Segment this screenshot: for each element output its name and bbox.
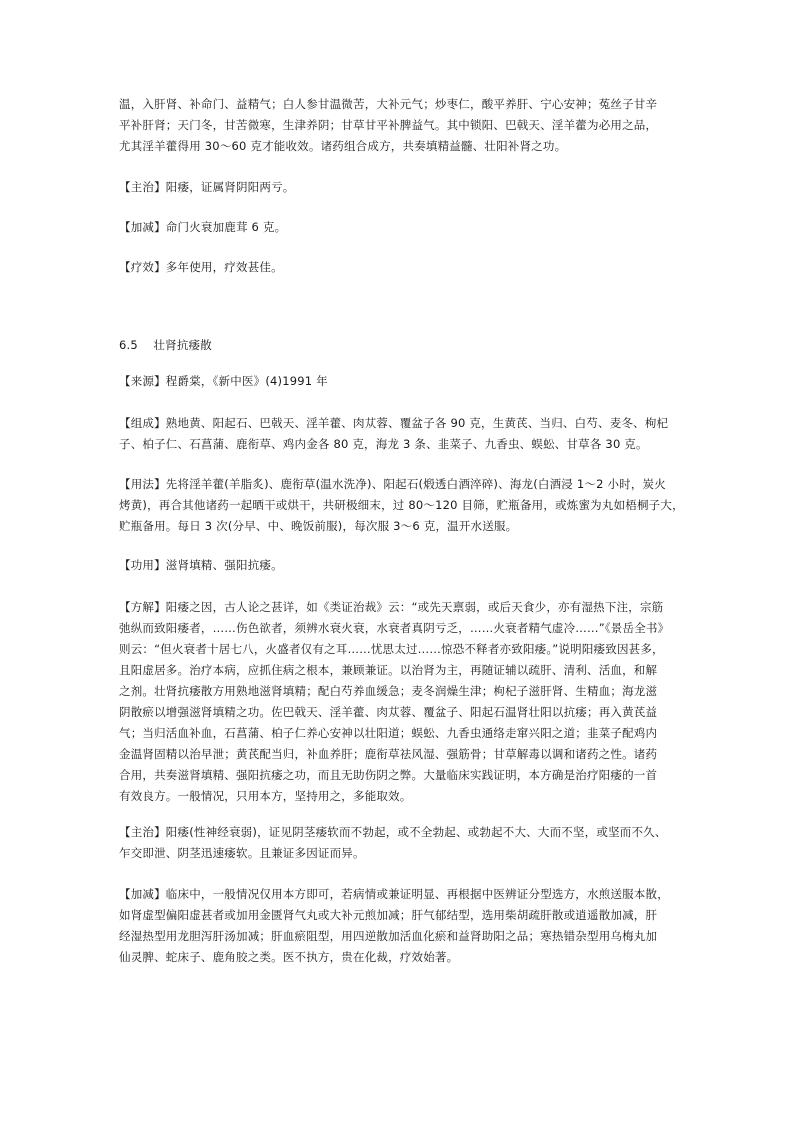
text-line: 温，入肝肾、补命门、益精气；白人参甘温微苦，大补元气；炒枣仁，酸平养肝、宁心安神；菟丝子甘辛	[119, 97, 658, 111]
prev-entry-indications	[119, 177, 679, 198]
text-line: 【来源】程爵棠，《新中医》(4)1991 年	[119, 374, 328, 388]
text-line: 子、柏子仁、石菖蒲、鹿衔草、鸡内金各 80 克，海龙 3 条、韭菜子、九香虫、蜈蚣、甘草各 30 克。	[119, 437, 648, 451]
text-line: 【加减】命门火衰加鹿茸 6 克。	[119, 220, 287, 234]
prev-entry-efficacy	[119, 257, 679, 278]
text-line: 阴散瘀以增强滋肾填精之功。佐巴戟天、淫羊藿、肉苁蓉、覆盆子、阳起石温肾壮阳以抗痿；再入黄芪益	[119, 705, 658, 719]
text-line: 则云：“但火衰者十居七八，火盛者仅有之耳……忧思太过……惊恐不释者亦致阳痿。”说明阳痿致因甚多，	[119, 642, 664, 656]
text-line: 如肾虚型偏阳虚甚者或加用金匮肾气丸或大补元煎加减；肝气郁结型，选用柴胡疏肝散或逍遥散加减，肝	[119, 908, 658, 922]
text-line: 【疗效】多年使用，疗效甚佳。	[119, 260, 283, 274]
prev-entry-modifications	[119, 217, 679, 238]
entry-formula-analysis	[119, 597, 679, 807]
text-line: 烤黄)，再合其他诸药一起晒干或烘干，共研极细末，过 80～120 目筛，贮瓶备用，或炼蜜为丸如梧桐子大，	[119, 498, 684, 512]
text-line: 金温肾固精以治早泄；黄芪配当归，补血养肝；鹿衔草祛风湿、强筋骨；甘草解毒以调和诸药之性。诸药	[119, 747, 658, 761]
entry-composition	[119, 413, 679, 455]
text-line: 平补肝肾；天门冬，甘苦微寒，生津养阴；甘草甘平补脾益气。其中锁阳、巴戟天、淫羊藿为必用之品，	[119, 118, 658, 132]
text-line: 【方解】阳痿之因，古人论之甚详，如《类证治裁》云：“或先天禀弱，或后天食少，亦有湿热下注，宗筋	[119, 600, 664, 614]
text-line: 弛纵而致阳痿者，……伤色欲者，须辨水衰火衰，水衰者真阴亏乏，……火衰者精气虚冷……”《景岳全书》	[119, 621, 670, 635]
entry-modifications	[119, 884, 679, 968]
text-line: 之剂。壮肾抗痿散方用熟地滋肾填精；配白芍养血缓急；麦冬润燥生津；枸杞子滋肝肾、生精血；海龙滋	[119, 684, 658, 698]
text-line: 【功用】滋肾填精、强阳抗痿。	[119, 558, 283, 572]
text-line: 仙灵脾、蛇床子、鹿角胶之类。医不执方，贵在化裁，疗效始著。	[119, 950, 459, 964]
text-line: 经湿热型用龙胆泻肝汤加减；肝血瘀阻型，用四逆散加活血化瘀和益肾助阳之品；寒热错杂型用乌梅丸加	[119, 929, 658, 943]
text-line: 乍交即泄、阴茎迅速痿软。且兼证多因证而异。	[119, 846, 365, 860]
section-title: 6.5 壮肾抗痿散	[119, 338, 212, 352]
text-line: 【用法】先将淫羊藿(羊脂炙)、鹿衔草(温水洗净)、阳起石(煅透白酒淬碎)、海龙(白酒浸 1～2 小时，炭火	[119, 477, 666, 491]
prev-entry-description	[119, 94, 679, 157]
text-line: 贮瓶备用。每日 3 次(分早、中、晚饭前服)，每次服 3～6 克，温开水送服。	[119, 519, 518, 533]
text-line: 有效良方。一般情况，只用本方，坚持用之，多能取效。	[119, 789, 412, 803]
text-line: 气；当归活血补血，石菖蒲、柏子仁养心安神以壮阳道；蜈蚣、九香虫通络走窜兴阳之道；韭菜子配鸡内	[119, 726, 658, 740]
text-line: 且阳虚居多。治疗本病，应抓住病之根本，兼顾兼证。以治肾为主，再随证辅以疏肝、清利、活血，和解	[119, 663, 658, 677]
entry-indications	[119, 822, 679, 864]
entry-function	[119, 555, 679, 576]
text-line: 【组成】熟地黄、阳起石、巴戟天、淫羊藿、肉苁蓉、覆盆子各 90 克，生黄芪、当归、白芍、麦冬、枸杞	[119, 416, 669, 430]
text-line: 【加减】临床中，一般情况仅用本方即可，若病情或兼证明显、再根据中医辨证分型选方，水煎送服本散，	[119, 887, 669, 901]
entry-source	[119, 371, 679, 392]
section-heading	[119, 335, 679, 356]
text-line: 合用，共奏滋肾填精、强阳抗痿之功，而且无助伤阴之弊。大量临床实践证明，本方确是治疗阳痿的一首	[119, 768, 658, 782]
entry-usage	[119, 474, 684, 537]
text-line: 【主治】阳痿(性神经衰弱)，证见阴茎痿软而不勃起，或不全勃起、或勃起不大、大而不坚，或坚而不久、	[119, 825, 667, 839]
text-line: 尤其淫羊藿得用 30～60 克才能收效。诸药组合成方，共奏填精益髓、壮阳补肾之功。	[119, 139, 567, 153]
text-line: 【主治】阳痿，证属肾阴阳两亏。	[119, 180, 295, 194]
